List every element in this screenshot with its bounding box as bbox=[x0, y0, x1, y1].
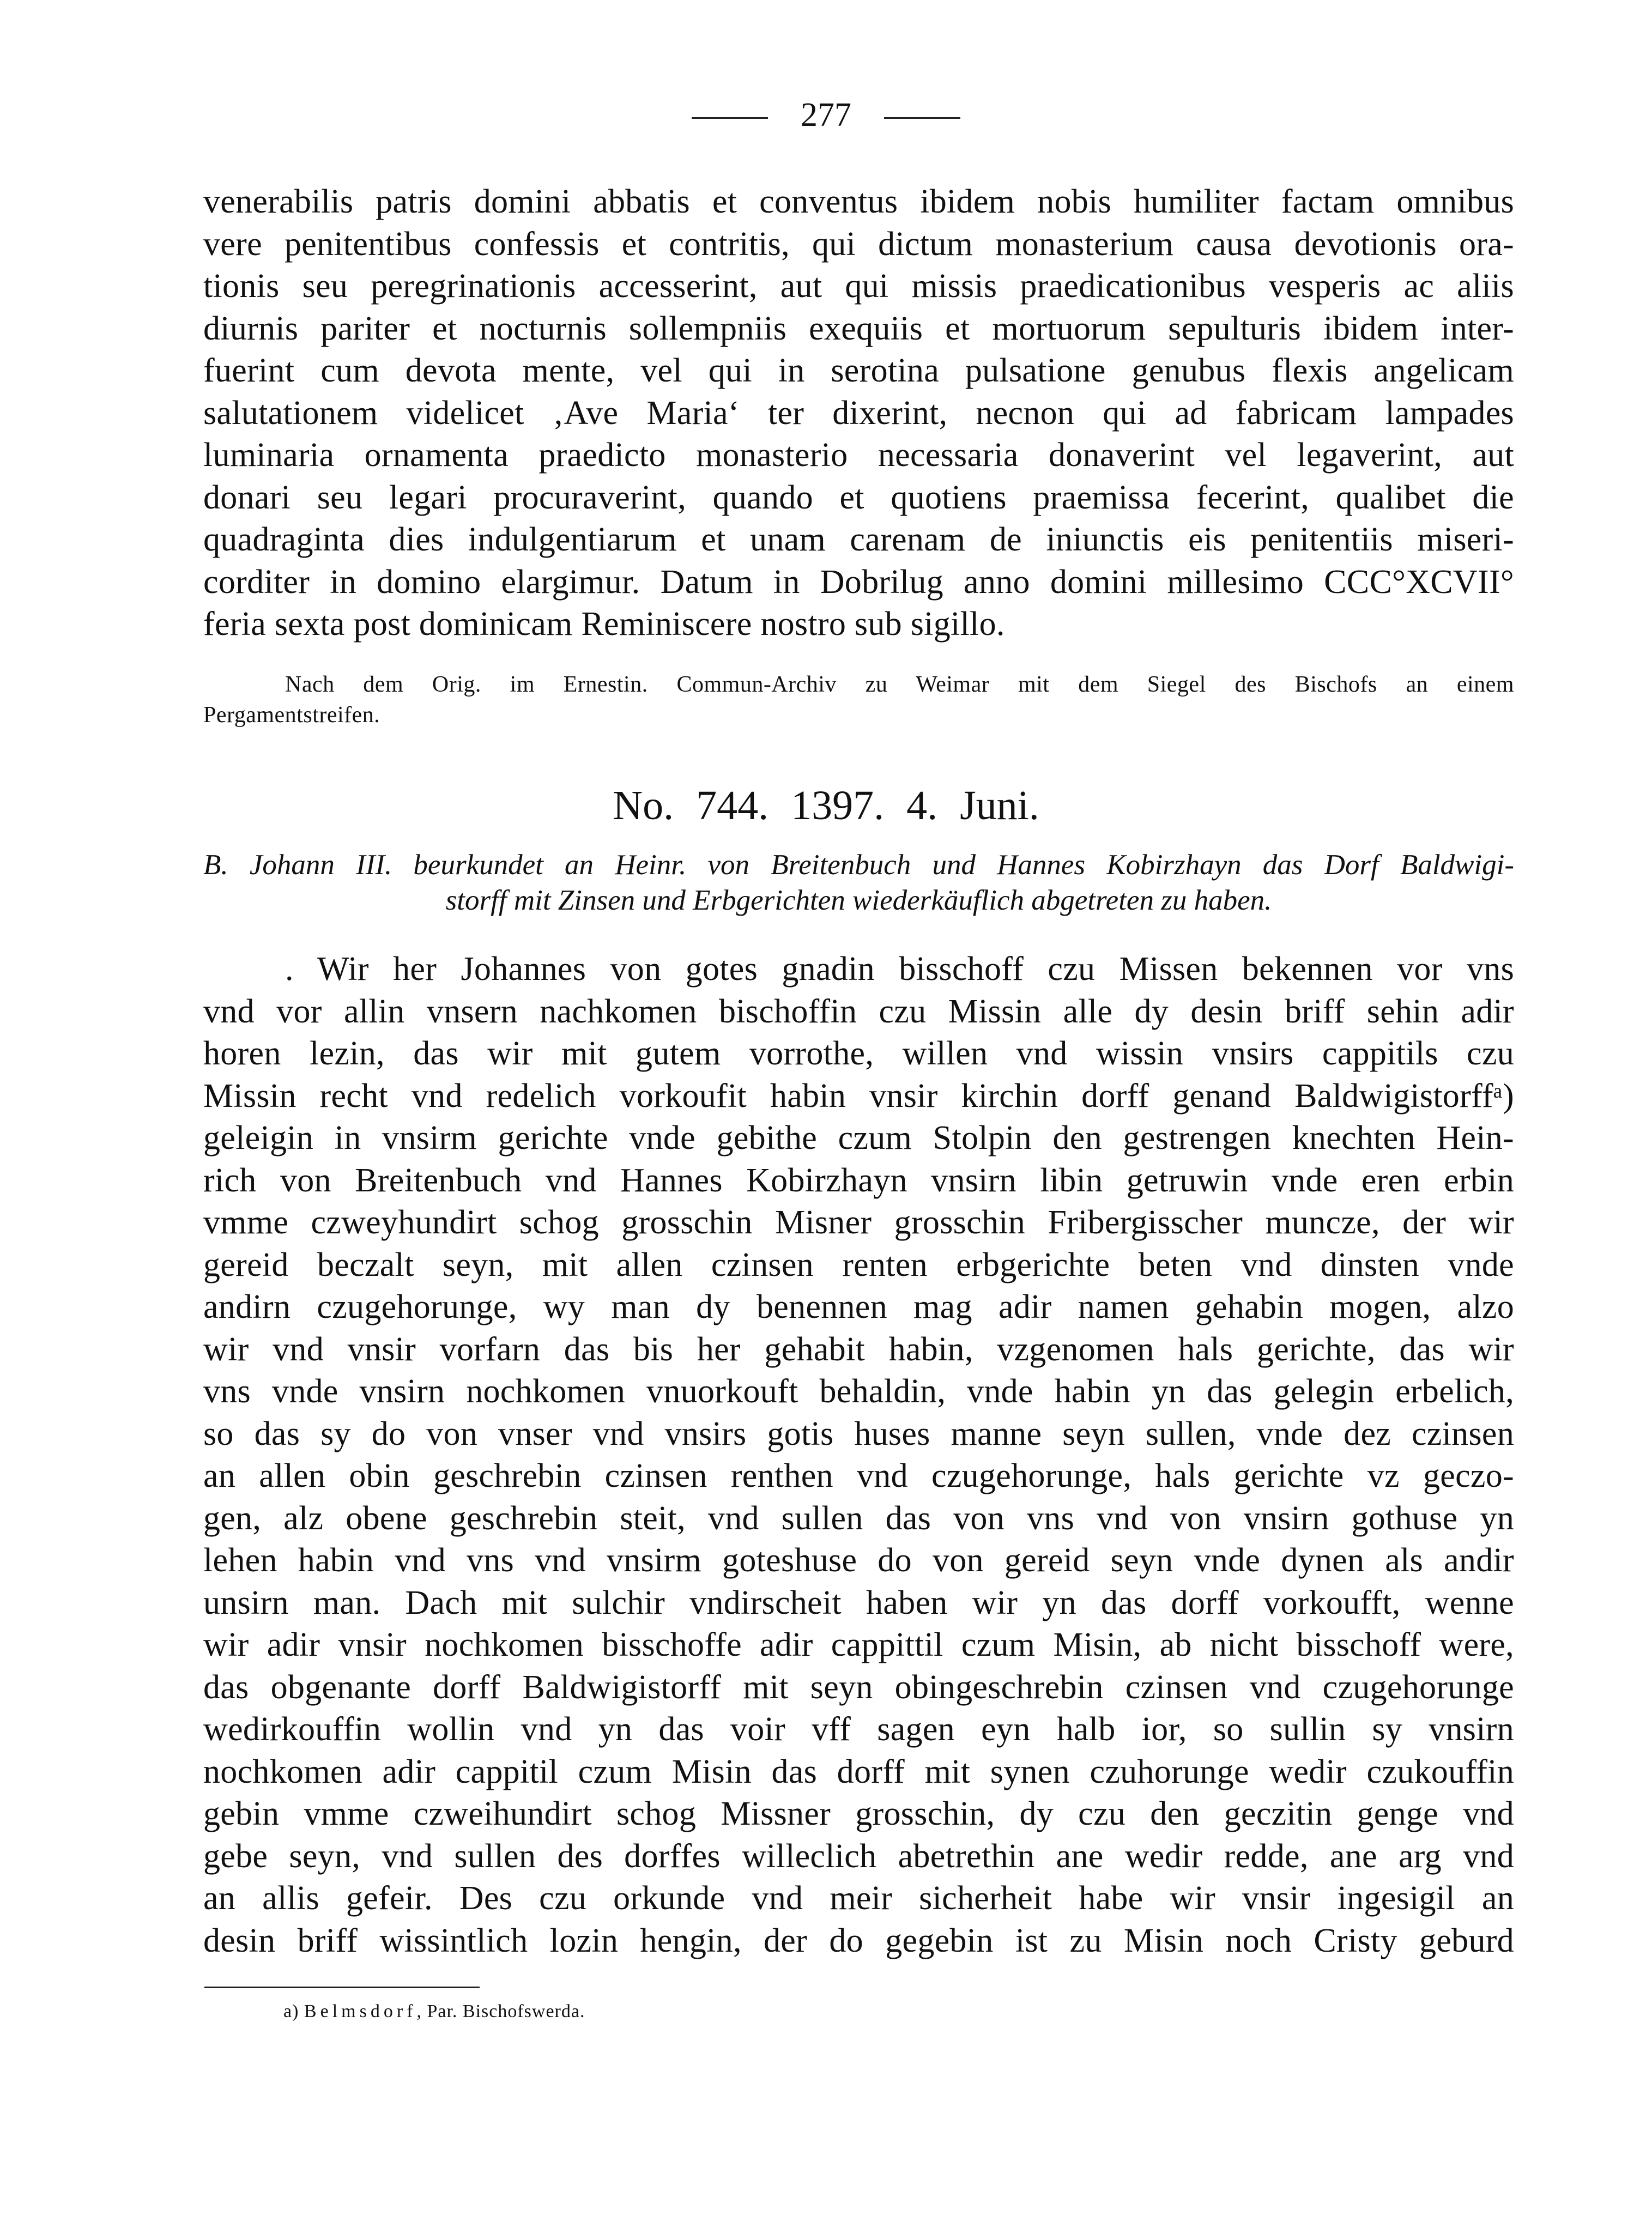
text-line: vere penitentibus confessis et contritis, qui dictum monasterium causa devotionis ora- bbox=[203, 225, 1514, 263]
text-line: so das sy do von vnser vnd vnsirs gotis huses manne seyn sullen, vnde dez czinsen bbox=[203, 1415, 1514, 1452]
note-line: Nach dem Orig. im Ernestin. Commun-Archiv zu Weimar mit dem Siegel des Bischofs an einem bbox=[285, 672, 1514, 697]
note-line: Pergamentstreifen. bbox=[203, 703, 380, 728]
intro-paragraph bbox=[203, 181, 1514, 646]
text-line: vns vnde vnsirn nochkomen vnuorkouft behaldin, vnde habin yn das gelegin erbelich, bbox=[203, 1373, 1514, 1410]
text-line: lehen habin vnd vns vnd vnsirm goteshuse do von gereid seyn vnde dynen als andir bbox=[203, 1542, 1514, 1579]
text-line: feria sexta post dominicam Reminiscere nostro sub sigillo. bbox=[203, 606, 1005, 643]
text-line: geleigin in vnsirm gerichte vnde gebithe czum Stolpin den gestrengen knechten Hein- bbox=[203, 1119, 1514, 1157]
text-line: diurnis pariter et nocturnis sollempniis exequiis et mortuorum sepulturis ibidem inter- bbox=[203, 310, 1514, 347]
text-line: gereid beczalt seyn, mit allen czinsen renten erbgerichte beten vnd dinsten vnde bbox=[203, 1246, 1514, 1283]
document-heading: No. 744. 1397. 4. Juni. bbox=[613, 783, 1039, 828]
text-line: tionis seu peregrinationis accesserint, aut qui missis praedicationibus vesperis ac aliis bbox=[203, 268, 1514, 305]
document-summary bbox=[203, 847, 1514, 918]
text-line: wedirkouffin wollin vnd yn das voir vff sagen eyn halb ior, so sullin sy vnsirn bbox=[203, 1711, 1514, 1748]
source-note bbox=[203, 669, 1514, 730]
text-line: desin briff wissintlich lozin hengin, der do gegebin ist zu Misin noch Cristy geburd bbox=[203, 1922, 1514, 1959]
footnote-marker: a) bbox=[283, 2001, 299, 2021]
text-line: fuerint cum devota mente, vel qui in serotina pulsatione genubus flexis angelicam bbox=[203, 352, 1514, 389]
text-line: wir adir vnsir nochkomen bisschoffe adir cappittil czum Misin, ab nicht bisschoff were, bbox=[203, 1626, 1514, 1663]
text-line: vmme czweyhundirt schog grosschin Misner grosschin Fribergisscher muncze, der wir bbox=[203, 1204, 1514, 1241]
text-line: donari seu legari procuraverint, quando et quotiens praemissa fecerint, qualibet die bbox=[203, 479, 1514, 516]
page-number: 277 bbox=[801, 96, 851, 134]
text-line: an allis gefeir. Des czu orkunde vnd meir sicherheit habe wir vnsir ingesigil an bbox=[203, 1880, 1514, 1917]
footnote-rule bbox=[204, 1987, 480, 1988]
text-line: gebin vmme czweihundirt schog Missner grosschin, dy czu den geczitin genge vnd bbox=[203, 1795, 1514, 1832]
text-line: venerabilis patris domini abbatis et conventus ibidem nobis humiliter factam omnibus bbox=[203, 183, 1514, 220]
text-line: an allen obin geschrebin czinsen renthen vnd czugehorunge, hals gerichte vz geczo- bbox=[203, 1457, 1514, 1494]
text-line: rich von Breitenbuch vnd Hannes Kobirzhayn vnsirn libin getruwin vnde eren erbin bbox=[203, 1161, 1514, 1199]
footnote-place: Belmsdorf bbox=[304, 2001, 417, 2021]
footnote-text: , Par. Bischofswerda. bbox=[416, 2001, 585, 2021]
text-line: . Wir her Johannes von gotes gnadin bisschoff czu Missen bekennen vor vns bbox=[285, 950, 1514, 988]
header-rule-left bbox=[692, 117, 768, 119]
text-line: corditer in domino elargimur. Datum in Dobrilug anno domini millesimo CCC°XCVII° bbox=[203, 563, 1514, 601]
text-line: wir vnd vnsir vorfarn das bis her gehabit habin, vzgenomen hals gerichte, das wir bbox=[203, 1330, 1514, 1368]
summary-line: storff mit Zinsen und Erbgerichten wiederkäuflich abgetreten zu haben. bbox=[445, 885, 1272, 916]
text-line: Missin recht vnd redelich vorkoufit habin vnsir kirchin dorff genand Baldwigistorffᵃ) bbox=[203, 1077, 1514, 1115]
text-line: salutationem videlicet ‚Ave Maria‘ ter dixerint, necnon qui ad fabricam lampades bbox=[203, 394, 1514, 432]
header-rule-right bbox=[884, 117, 960, 119]
text-line: luminaria ornamenta praedicto monasterio necessaria donaverint vel legaverint, aut bbox=[203, 437, 1514, 474]
text-line: horen lezin, das wir mit gutem vorrothe, willen vnd wissin vnsirs cappitils czu bbox=[203, 1035, 1514, 1072]
text-line: unsirn man. Dach mit sulchir vndirscheit haben wir yn das dorff vorkoufft, wenne bbox=[203, 1584, 1514, 1621]
summary-line: B. Johann III. beurkundet an Heinr. von Breitenbuch und Hannes Kobirzhayn das Dorf Baldwigi- bbox=[203, 849, 1514, 881]
text-line: gen, alz obene geschrebin steit, vnd sullen das von vns vnd von vnsirn gothuse yn bbox=[203, 1499, 1514, 1537]
footnote bbox=[283, 2001, 585, 2022]
text-line: das obgenante dorff Baldwigistorff mit seyn obingeschrebin czinsen vnd czugehorunge bbox=[203, 1668, 1514, 1706]
text-line: vnd vor allin vnsern nachkomen bischoffin czu Missin alle dy desin briff sehin adir bbox=[203, 992, 1514, 1030]
text-line: andirn czugehorunge, wy man dy benennen mag adir namen gehabin mogen, alzo bbox=[203, 1288, 1514, 1325]
text-line: nochkomen adir cappitil czum Misin das dorff mit synen czuhorunge wedir czukouffin bbox=[203, 1753, 1514, 1790]
text-line: quadraginta dies indulgentiarum et unam carenam de iniunctis eis penitentiis miseri- bbox=[203, 521, 1514, 558]
text-line: gebe seyn, vnd sullen des dorffes willeclich abetrethin ane wedir redde, ane arg vnd bbox=[203, 1837, 1514, 1875]
page-header bbox=[0, 98, 1652, 132]
main-paragraph bbox=[203, 948, 1514, 1962]
